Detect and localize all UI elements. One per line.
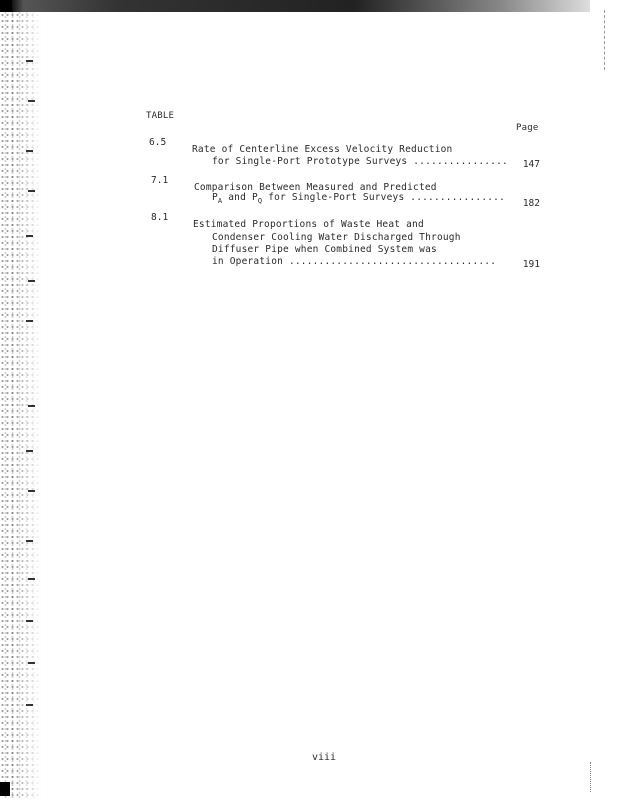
scan-dash xyxy=(26,235,33,237)
scan-edge-noise xyxy=(0,0,42,800)
scan-top-bar xyxy=(0,0,590,12)
scan-corner-mark-bottom xyxy=(0,782,10,796)
scan-dash xyxy=(26,60,33,62)
entry-title-line: in Operation ................................... xyxy=(212,256,497,267)
scan-dash xyxy=(26,150,33,152)
scan-right-edge xyxy=(604,10,609,70)
entry-title-line: Rate of Centerline Excess Velocity Reduction xyxy=(192,144,453,155)
table-number: 7.1 xyxy=(151,175,169,186)
page-number-footer: viii xyxy=(312,752,337,763)
scan-dash xyxy=(28,405,35,407)
scan-dash xyxy=(26,540,33,542)
entry-text-fragment: and P xyxy=(222,192,258,203)
table-number: 8.1 xyxy=(151,212,169,223)
scan-right-bottom-edge xyxy=(590,762,597,792)
entry-title-line: Diffuser Pipe when Combined System was xyxy=(212,244,437,255)
scan-dash xyxy=(28,280,35,282)
scan-dash xyxy=(26,320,33,322)
entry-title-line: Estimated Proportions of Waste Heat and xyxy=(193,219,424,230)
entry-title-line xyxy=(212,192,505,207)
subscript-q: Q xyxy=(257,197,263,205)
entry-title-line: Comparison Between Measured and Predicted xyxy=(194,182,437,193)
scan-dash xyxy=(26,450,33,452)
scan-dash xyxy=(26,704,33,706)
scan-dash xyxy=(28,100,35,102)
entry-text-fragment: for Single-Port Surveys ................ xyxy=(262,192,505,203)
entry-title-line: for Single-Port Prototype Surveys ................ xyxy=(212,156,508,167)
symbol-p: P xyxy=(212,192,218,203)
entry-title-line: Condenser Cooling Water Discharged Through xyxy=(212,232,461,243)
scan-dash xyxy=(28,490,35,492)
scan-dash xyxy=(28,662,35,664)
table-column-header: TABLE xyxy=(146,111,175,121)
entry-page-number: 191 xyxy=(522,259,540,270)
scan-dash xyxy=(28,190,35,192)
page-column-header: Page xyxy=(516,123,539,133)
entry-page-number: 182 xyxy=(522,198,540,209)
subscript-a: A xyxy=(217,197,223,205)
scan-corner-mark xyxy=(0,0,12,12)
scan-dash xyxy=(26,620,33,622)
table-number: 6.5 xyxy=(149,137,167,148)
scan-dash xyxy=(28,578,35,580)
entry-page-number: 147 xyxy=(522,159,540,170)
